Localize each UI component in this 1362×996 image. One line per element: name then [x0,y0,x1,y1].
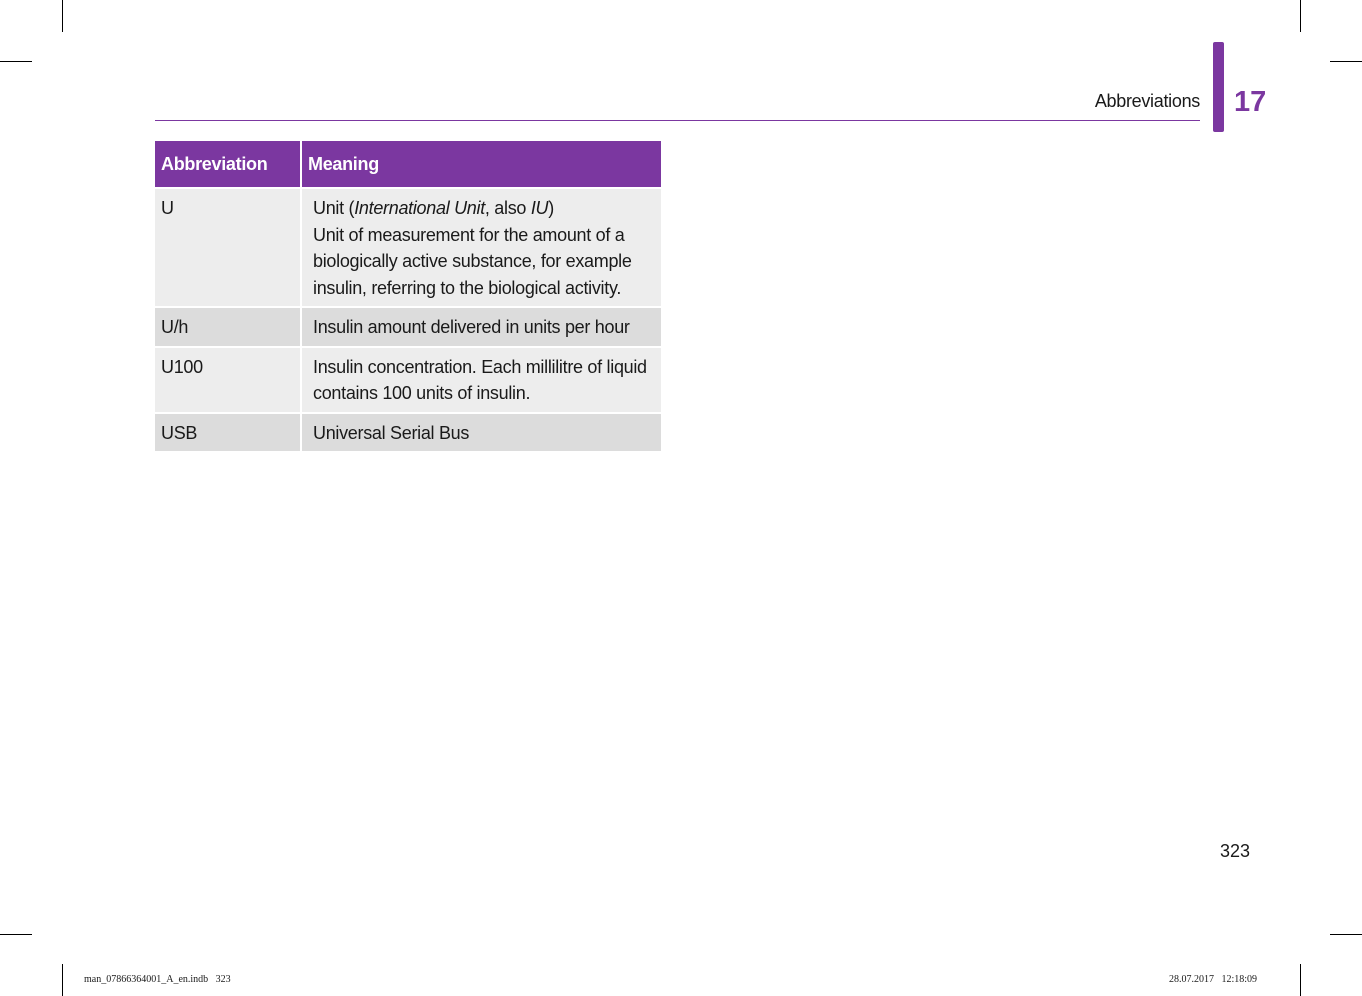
table-row [155,307,661,347]
table-header-row [155,141,661,188]
header-divider [155,120,1200,121]
chapter-tab [1213,42,1224,132]
chapter-number: 17 [1234,86,1267,118]
abbreviation-cell: U [155,188,301,307]
crop-mark [1300,0,1301,32]
footer-timestamp: 28.07.2017 12:18:09 [1169,974,1258,985]
meaning-line: Insulin amount delivered in units per hour [313,317,630,337]
column-header-meaning: Meaning [301,141,661,188]
table-row [155,188,661,307]
meaning-text: ) [548,198,554,218]
abbreviation-cell: U100 [155,347,301,413]
crop-mark [1330,61,1362,62]
meaning-text: , also [484,198,531,218]
crop-mark [62,964,63,996]
meaning-line: Unit of measurement for the amount of a [313,224,625,245]
page-number: 323 [1220,841,1251,861]
crop-mark [0,934,32,935]
meaning-text: Unit ( [313,198,355,218]
crop-mark [1330,934,1362,935]
section-title: Abbreviations [1094,91,1200,111]
meaning-title [313,195,655,222]
abbreviations-table [155,141,661,451]
meaning-cell [301,413,661,452]
meaning-line: biologically active substance, for example [313,251,632,271]
meaning-line: Insulin concentration. Each millilitre of liquid [313,356,647,377]
table-row [155,413,661,452]
footer-file-info: man_07866364001_A_en.indb 323 [84,974,231,985]
crop-mark [0,61,32,62]
abbreviation-cell: U/h [155,307,301,347]
meaning-line: contains 100 units of insulin. [313,383,531,403]
meaning-cell [301,307,661,347]
crop-mark [62,0,63,32]
meaning-line: Universal Serial Bus [313,422,470,443]
meaning-line: insulin, referring to the biological activity. [313,277,622,298]
meaning-italic-text: IU [530,198,549,218]
abbreviation-cell: USB [155,413,301,452]
crop-mark [1300,964,1301,996]
meaning-italic-text: International Unit [354,198,485,218]
table-row [155,347,661,413]
meaning-cell [301,347,661,413]
column-header-abbreviation: Abbreviation [155,141,301,188]
meaning-cell [301,188,661,307]
